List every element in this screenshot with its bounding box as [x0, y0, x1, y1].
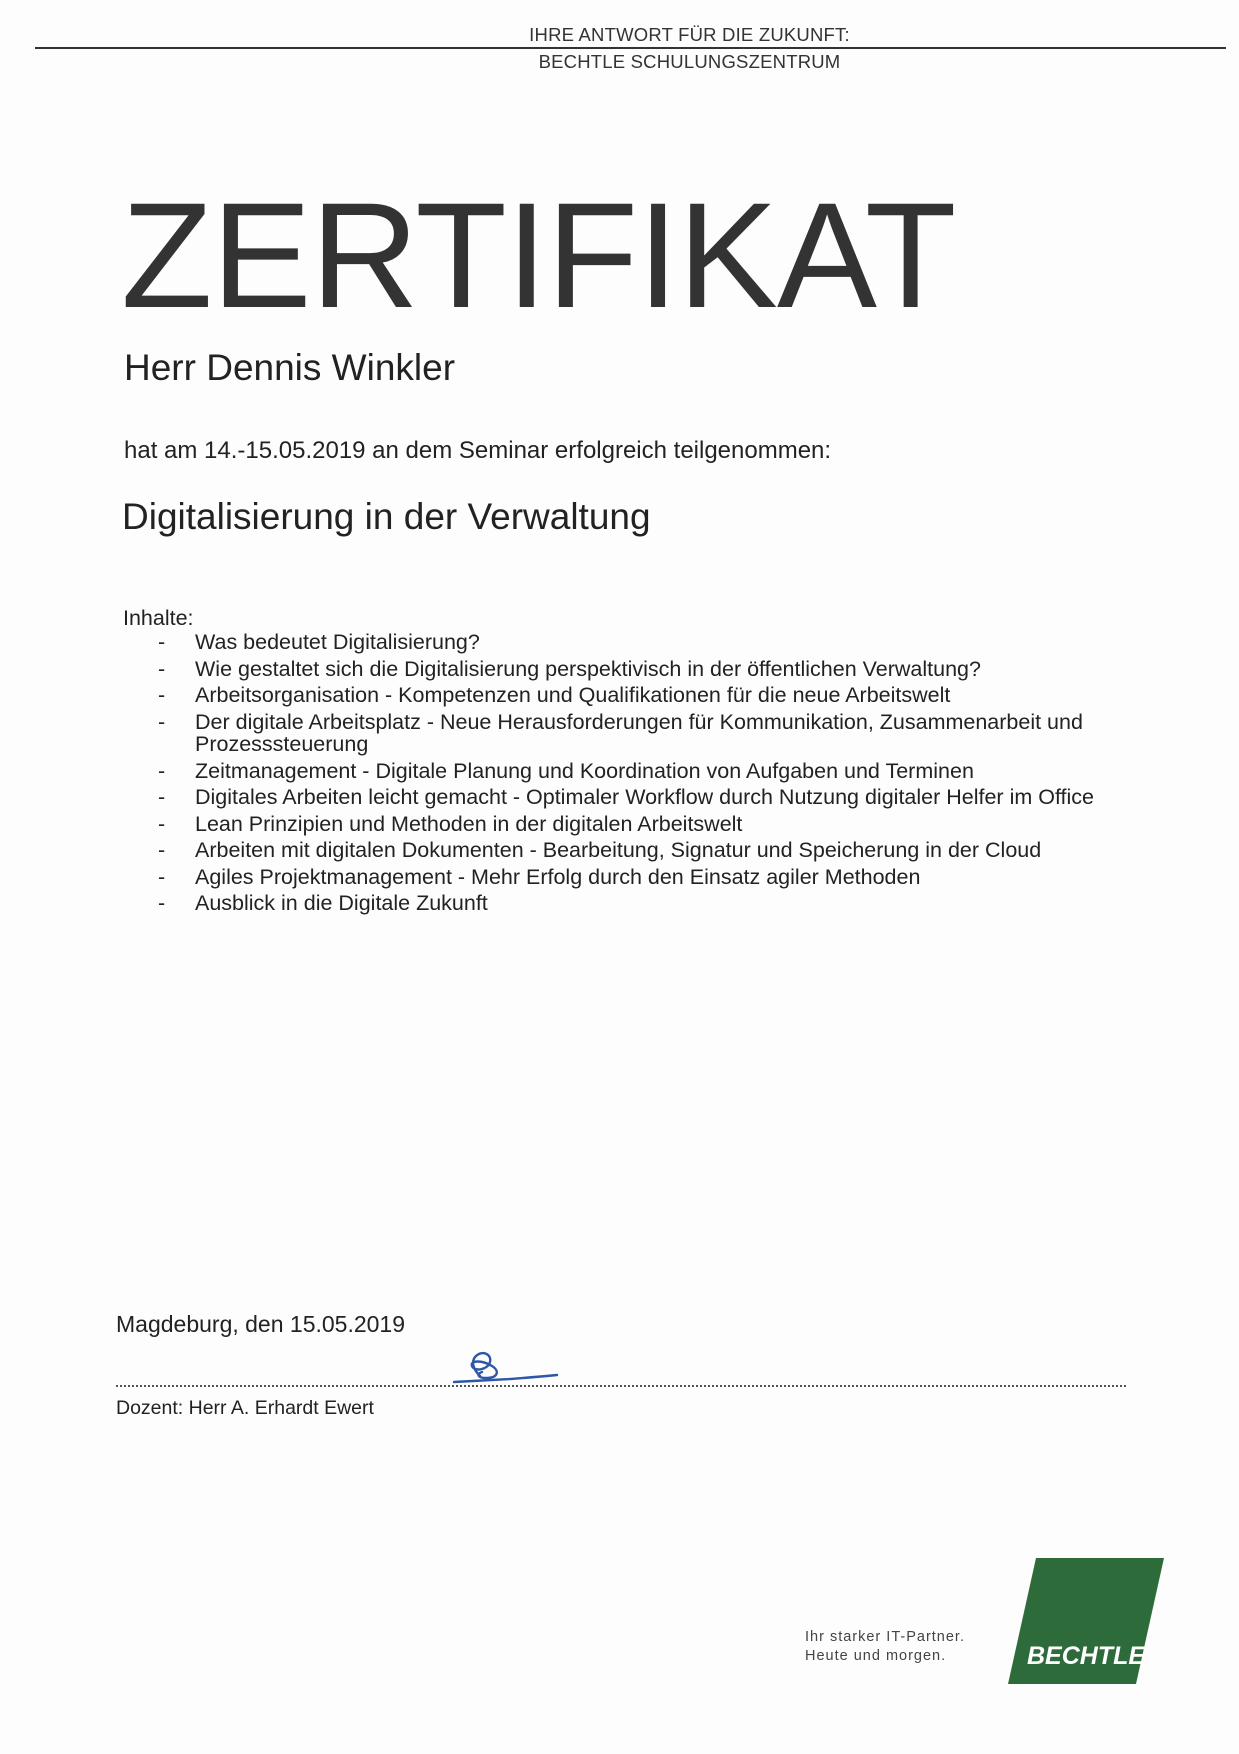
list-item	[123, 813, 1123, 836]
list-item-text: Agiles Projektmanagement - Mehr Erfolg durch den Einsatz agiler Methoden	[195, 864, 921, 889]
bullet-dash: -	[158, 864, 166, 889]
participation-statement: hat am 14.-15.05.2019 an dem Seminar erfolgreich teilgenommen:	[124, 437, 832, 464]
list-item-text: Digitales Arbeiten leicht gemacht - Optimaler Workflow durch Nutzung digitaler Helfer im Office	[195, 785, 1094, 809]
list-item	[123, 839, 1123, 862]
lecturer-name: Dozent: Herr A. Erhardt Ewert	[116, 1397, 374, 1419]
list-item	[123, 760, 1123, 783]
recipient-name: Herr Dennis Winkler	[124, 347, 456, 388]
list-item-text: Lean Prinzipien und Methoden in der digitalen Arbeitswelt	[195, 811, 743, 836]
tagline-line-2: Heute und morgen.	[805, 1648, 947, 1664]
list-item	[123, 866, 1123, 889]
tagline-line-1: Ihr starker IT-Partner.	[805, 1629, 965, 1645]
list-item-text: Ausblick in die Digitale Zukunft	[195, 891, 488, 915]
list-item	[123, 631, 1123, 654]
list-item	[123, 658, 1123, 681]
seminar-title: Digitalisierung in der Verwaltung	[122, 496, 651, 537]
header-slogan: IHRE ANTWORT FÜR DIE ZUKUNFT:	[529, 24, 850, 45]
header-organization: BECHTLE SCHULUNGSZENTRUM	[538, 51, 841, 72]
bullet-dash: -	[158, 811, 166, 836]
list-item-text: Wie gestaltet sich die Digitalisierung perspektivisch in der öffentlichen Verwaltung?	[195, 656, 981, 681]
bullet-dash: -	[158, 758, 166, 783]
bullet-dash: -	[158, 838, 166, 862]
logo-text: BECHTLE	[1026, 1642, 1146, 1670]
list-item	[123, 786, 1123, 809]
list-item-text: Arbeiten mit digitalen Dokumenten - Bearbeitung, Signatur und Speicherung in der Cloud	[195, 838, 1042, 862]
contents-label: Inhalte:	[123, 606, 194, 630]
header-divider	[35, 47, 1226, 49]
bullet-dash: -	[158, 891, 166, 915]
list-item-text: Der digitale Arbeitsplatz - Neue Herausforderungen für Kommunikation, Zusammenarbeit und Prozesssteuerung	[195, 709, 1083, 756]
list-item	[123, 711, 1123, 756]
certificate-title: ZERTIFIKAT	[121, 171, 956, 339]
list-item-text: Was bedeutet Digitalisierung?	[195, 630, 480, 654]
list-item-text: Arbeitsorganisation - Kompetenzen und Qualifikationen für die neue Arbeitswelt	[195, 683, 951, 707]
signature	[452, 1340, 562, 1386]
bullet-dash: -	[158, 709, 166, 734]
bullet-dash: -	[158, 785, 166, 809]
bechtle-logo	[1008, 1558, 1164, 1684]
contents-list	[123, 631, 1123, 919]
list-item	[123, 892, 1123, 915]
list-item-text: Zeitmanagement - Digitale Planung und Koordination von Aufgaben und Terminen	[195, 758, 974, 783]
bullet-dash: -	[158, 630, 166, 654]
company-tagline	[805, 1628, 965, 1666]
bullet-dash: -	[158, 683, 166, 707]
place-and-date: Magdeburg, den 15.05.2019	[116, 1311, 406, 1337]
list-item	[123, 684, 1123, 707]
signature-line	[116, 1385, 1126, 1387]
bullet-dash: -	[158, 656, 166, 681]
